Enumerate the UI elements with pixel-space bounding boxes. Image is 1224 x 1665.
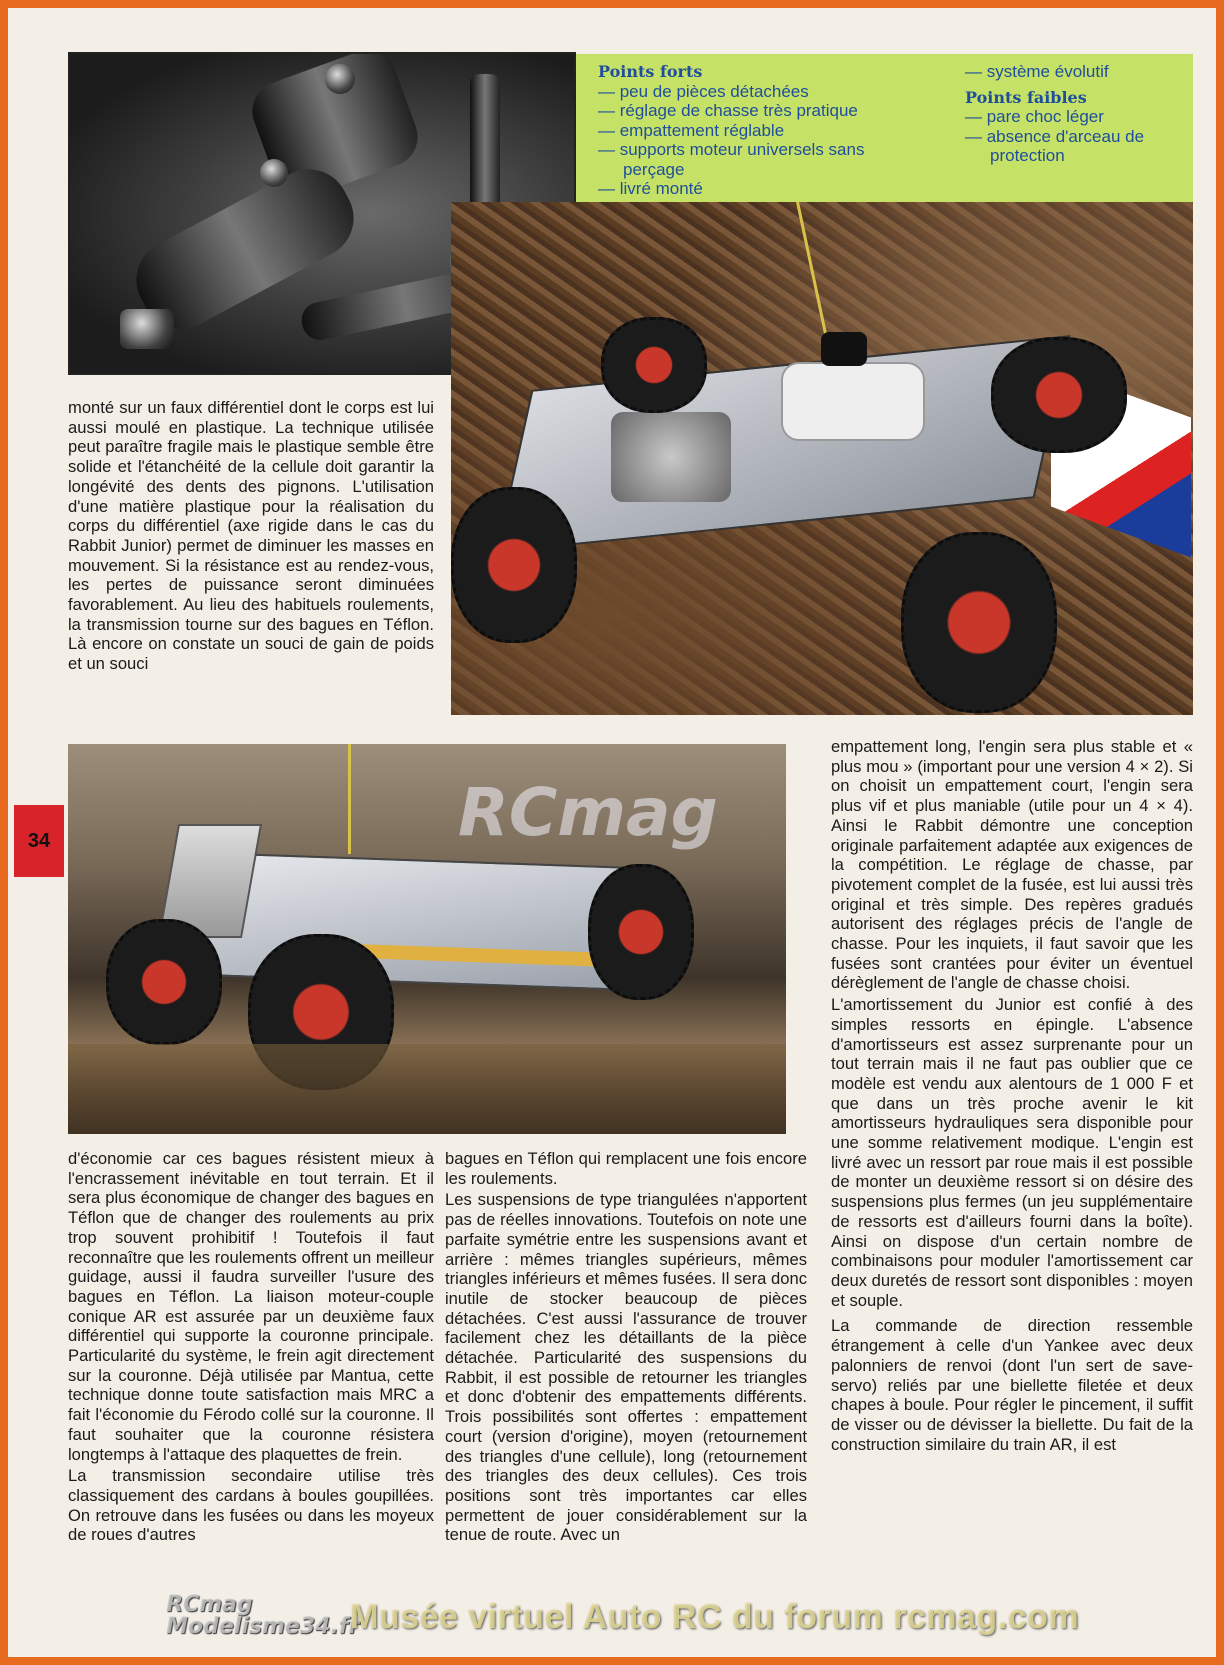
list-item: — empattement réglable (598, 120, 785, 140)
paragraph: d'économie car ces bagues résistent mieux à l'encrassement inévitable en tout terrain. Et il sera plus économique de changer des bagues en Téflon que de changer des roulements au prix trop souvent prohibitif ! Toutefois il faut reconnaître que les roulements offrent un meilleur guidage, aussi il faudra surveiller l'usure des bagues en Téflon. La liaison moteur-couple conique AR est assurée par un deuxième faux différentiel qui supporte la couronne principale. Particularité du système, le frein agit directement sur la couronne. Déjà utilisée par Mantua, cette technique donne toute satisfaction mais MRC a fait l'économie du Férodo collé sur la couronne. Il faut souhaiter que la couronne résistera longtemps à l'attaque des plaquettes de frein. (68, 1149, 434, 1464)
paragraph: bagues en Téflon qui remplacent une fois encore les roulements. (445, 1149, 807, 1188)
list-item: — réglage de chasse très pratique (598, 101, 858, 120)
highlights-box (576, 54, 1193, 202)
paragraph: L'amortissement du Junior est confié à des simples ressorts en épingle. L'absence d'amortisseurs est assez surprenante pour un tout terrain mais il ne faut pas oublier que ce modèle est vendu aux alentours de 1 000 F et que dans un très proche avenir le kit amortisseurs hydrauliques sera disponible pour une somme relativement modique. L'engin est livré avec un ressort par roue mais il est possible de monter un deuxième ressort si on désire des suspensions plus fermes (un jeu supplémentaire de ressorts est d'ailleurs fourni dans la boîte). Ainsi on dispose d'un certain nombre de combinaisons pour moduler l'amortissement car deux duretés de ressort sont disponibles : moyen et souple. (831, 995, 1193, 1310)
museum-watermark: Musée virtuel Auto RC du forum rcmag.com (350, 1598, 1080, 1636)
column-2-text (445, 1149, 807, 1547)
page-number: 34 (14, 805, 64, 877)
weak-points-title: Points faibles (965, 87, 1087, 107)
strong-points-title: Points forts (598, 62, 703, 81)
rcmag-logo-watermark (166, 1594, 359, 1638)
list-item: — peu de pièces détachées (598, 81, 809, 101)
paragraph: empattement long, l'engin sera plus stable et « plus mou » (important pour une version 4 × 2). Si on choisit un empattement court, l'engin sera plus vif et plus maniable (utile pour un 4 × 4). Ainsi le Rabbit démontre une conception originale parfaitement adaptée aux exigences de la compétition. Le réglage de chasse, par pivotement complet de la fusée, est lui aussi très original et très simple. Des repères gradués autorisent des réglages précis de l'angle de chasse. Pour les inquiets, il faut savoir que les fusées sont crantées pour éviter un éventuel dérèglement de l'angle de chasse choisi. (831, 737, 1193, 993)
paragraph: La commande de direction ressemble étrangement à celle d'un Yankee avec deux palonniers de renvoi (dont l'un sert de save-servo) reliés par une biellette filetée et deux chapes à boule. Pour régler le pincement, il suffit de visser ou de dévisser la biellette. Du fait de la construction similaire du train AR, il est (831, 1316, 1193, 1454)
logo-line: RCmag (166, 1592, 253, 1617)
buggy-on-leaves-photo (451, 202, 1193, 715)
list-item: — pare choc léger (965, 107, 1104, 126)
paragraph: La transmission secondaire utilise très classiquement des cardans à boules goupillées. On retrouve dans les fusées ou dans les moyeux de roues d'autres (68, 1466, 434, 1545)
logo-line: Modelisme34.fr (166, 1614, 360, 1639)
strong-points (598, 62, 938, 199)
list-item: — supports moteur universels sans perçage (598, 140, 865, 179)
rcmag-photo-watermark: RCmag (458, 774, 718, 851)
weak-points (965, 62, 1185, 166)
column-3-text (831, 737, 1193, 1456)
list-item: — livré monté (598, 179, 703, 198)
paragraph: Les suspensions de type triangulées n'apportent pas de réelles innovations. Toutefois on note une parfaite symétrie entre les suspensions avant et arrière : mêmes triangles supérieurs, mêmes triangles inférieurs et mêmes fusées. Il sera donc inutile de stocker beaucoup de pièces détachées. C'est aussi l'assurance de trouver facilement chez les détaillants de la pièce détachée. Particularité des suspensions du Rabbit, il est possible de retourner les triangles et donc d'obtenir des empattements différents. Trois possibilités sont offertes : empattement court (version d'origine), moyen (retournement des triangles d'une cellule), long (retournement des triangles des deux cellules). Ces trois positions sont très importantes car elles permettent de jouer considérablement sur la tenue de route. Avec un (445, 1190, 807, 1545)
column-1-top-text (68, 398, 434, 676)
column-1-bottom-text (68, 1149, 434, 1547)
magazine-page (8, 8, 1216, 1657)
buggy-in-mud-photo (68, 744, 786, 1134)
paragraph: monté sur un faux différentiel dont le corps est lui aussi moulé en plastique. La technique utilisée peut paraître fragile mais le plastique semble être solide et l'étanchéité de la cellule doit garantir la longévité des dents des pignons. L'utilisation d'une matière plastique pour la réalisation du corps du différentiel (axe rigide dans le cas du Rabbit Junior) permet de diminuer les masses en mouvement. Si la résistance est au rendez-vous, les pertes de puissance seront diminuées favorablement. Au lieu des habituels roulements, la transmission tourne sur des bagues en Téflon. Là encore on constate un souci de gain de poids et un souci (68, 398, 434, 674)
list-item: — système évolutif (965, 62, 1109, 81)
list-item: — absence d'arceau de protection (965, 126, 1145, 165)
